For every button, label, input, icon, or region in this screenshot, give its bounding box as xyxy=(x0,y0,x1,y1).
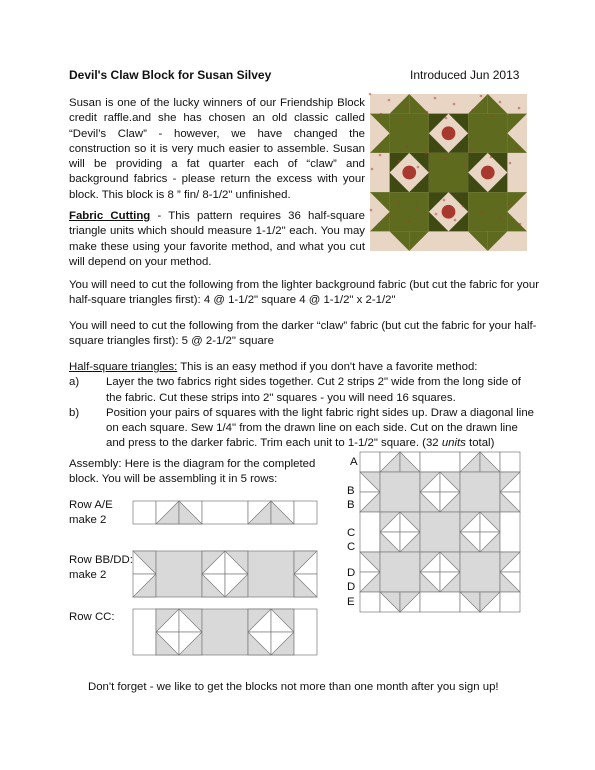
photo-fabric-dot xyxy=(417,166,420,169)
diagram-letter-d: D xyxy=(347,581,356,593)
photo-fabric-dot xyxy=(454,219,457,222)
diagram-letter-c: C xyxy=(347,527,356,539)
photo-fabric-dot xyxy=(508,203,511,206)
photo-fabric-dot xyxy=(490,156,493,159)
photo-fabric-dot xyxy=(499,101,502,104)
step-text-tail: total) xyxy=(465,437,495,450)
row-label-line2: make 2 xyxy=(69,569,107,582)
diagram-letter-c: C xyxy=(347,541,356,553)
photo-fabric-dot xyxy=(445,117,448,120)
step-text: Position your pairs of squares with the light fabric right sides up. Draw a diagonal line on each square. Sew 1/4" from the drawn line on each side. Cut on the drawn line and press to the darker fabric. Trim each unit to 1-1/2" square. (32 xyxy=(106,406,535,450)
photo-fabric-dot xyxy=(407,105,410,108)
fabric-square xyxy=(360,452,380,472)
photo-claw-square xyxy=(390,192,429,231)
photo-fabric-dot xyxy=(426,111,429,114)
diagram-letter-a: A xyxy=(350,456,358,468)
fabric-square xyxy=(156,551,202,597)
quilt-block-photo xyxy=(370,94,527,251)
step-text-italic: units xyxy=(441,437,466,450)
photo-claw-square xyxy=(429,153,468,192)
diagram-letter-b: B xyxy=(347,485,355,497)
footer-note: Don't forget - we like to get the blocks not more than one month after you sign up! xyxy=(88,681,499,693)
photo-fabric-dot xyxy=(471,150,474,153)
row-bbdd-label xyxy=(69,553,133,584)
row-label-line1: Row CC: xyxy=(69,611,115,623)
photo-fabric-dot xyxy=(434,97,437,100)
photo-fabric-dot xyxy=(509,162,512,165)
photo-fabric-dot xyxy=(388,99,391,102)
row-ae-diagram xyxy=(133,501,323,526)
completed-block-diagram xyxy=(360,452,525,617)
photo-fabric-dot xyxy=(408,221,411,224)
photo-fabric-dot xyxy=(482,170,485,173)
photo-fabric-dot xyxy=(371,168,374,171)
diagram-letter-b: B xyxy=(347,499,355,511)
fabric-square xyxy=(248,551,294,597)
fabric-square xyxy=(380,472,420,512)
fabric-square xyxy=(460,552,500,592)
fabric-square xyxy=(460,472,500,512)
photo-flower-motif xyxy=(481,166,495,180)
hst-section xyxy=(69,360,539,452)
photo-fabric-dot xyxy=(517,148,520,151)
row-label-line1: Row BB/DD: xyxy=(69,554,133,566)
photo-fabric-dot xyxy=(453,103,456,106)
diagram-letter-d: D xyxy=(347,567,356,579)
photo-fabric-dot xyxy=(472,109,475,112)
photo-fabric-dot xyxy=(518,107,521,110)
photo-fabric-dot xyxy=(463,164,466,167)
photo-fabric-dot xyxy=(416,207,419,210)
fabric-square xyxy=(133,609,156,655)
row-label-line1: Row A/E xyxy=(69,499,113,511)
fabric-cutting-heading: Fabric Cutting xyxy=(69,210,151,222)
photo-fabric-dot xyxy=(397,201,400,204)
intro-paragraph: Susan is one of the lucky winners of our Friendship Block credit raffle.and she has chosen an old classic called “Devil’s Claw” - however, we have changed the construction so it is very much easier to assemble. Susan will be providing a fat quarter each of “claw” and background fabrics - please return the excess with your block. This block is 8 ” fin/ 8-1/2" unfinished. xyxy=(69,97,365,201)
hst-intro xyxy=(69,360,539,375)
photo-flower-motif xyxy=(442,126,456,140)
photo-fabric-dot xyxy=(500,217,503,220)
step-label: b) xyxy=(69,406,80,419)
photo-fabric-dot xyxy=(480,95,483,98)
hst-heading: Half-square triangles: xyxy=(69,361,178,373)
photo-fabric-dot xyxy=(379,154,382,157)
fabric-square xyxy=(420,512,460,552)
fabric-square xyxy=(294,501,317,524)
hst-step-a xyxy=(69,375,539,406)
fabric-cutting-text: - This pattern requires 36 half-square triangle units which should measure 1-1/2" each. You may make these using your favorite method, and what you cut will depend on your method. xyxy=(69,210,365,268)
photo-claw-square xyxy=(390,114,429,153)
fabric-square xyxy=(380,552,420,592)
hst-step-b xyxy=(69,406,539,452)
diagram-letter-e: E xyxy=(347,596,355,608)
fabric-square xyxy=(420,592,460,612)
photo-fabric-dot xyxy=(481,211,484,214)
fabric-cutting-paragraph xyxy=(69,209,365,270)
photo-fabric-dot xyxy=(389,215,392,218)
hst-intro-text: This is an easy method if you don't have a favorite method: xyxy=(177,361,478,373)
fabric-square xyxy=(500,512,520,552)
row-cc-label xyxy=(69,610,115,625)
photo-fabric-dot xyxy=(462,205,465,208)
fabric-square xyxy=(500,592,520,612)
photo-flower-motif xyxy=(402,166,416,180)
step-label: a) xyxy=(69,376,80,389)
row-label-line2: make 2 xyxy=(69,514,107,527)
introduced-date: Introduced Jun 2013 xyxy=(410,68,520,82)
photo-fabric-dot xyxy=(443,199,446,202)
row-ae-label xyxy=(69,498,113,529)
photo-fabric-dot xyxy=(370,209,373,212)
fabric-square xyxy=(202,501,248,524)
fabric-square xyxy=(360,512,380,552)
light-fabric-paragraph: You will need to cut the following from the lighter background fabric (but cut the fabric for your half-square triangles first): 4 @ 1-1/2" square 4 @ 1-1/2" x 2-1/2" xyxy=(69,279,540,307)
photo-flower-motif xyxy=(442,205,456,219)
dark-fabric-paragraph: You will need to cut the following from the darker “claw” fabric (but cut the fabric for your half-square triangles first): 5 @ 2-1/2" square xyxy=(69,320,537,348)
photo-fabric-dot xyxy=(406,146,409,149)
row-cc-diagram xyxy=(133,609,323,657)
fabric-square xyxy=(420,452,460,472)
page-title: Devil's Claw Block for Susan Silvey xyxy=(69,68,272,82)
photo-fabric-dot xyxy=(399,119,402,122)
photo-fabric-dot xyxy=(425,152,428,155)
fabric-square xyxy=(202,609,248,655)
photo-fabric-dot xyxy=(398,160,401,163)
fabric-square xyxy=(500,452,520,472)
photo-fabric-dot xyxy=(369,93,372,96)
photo-claw-square xyxy=(468,192,507,231)
row-bbdd-diagram xyxy=(133,551,323,599)
photo-fabric-dot xyxy=(444,158,447,161)
photo-fabric-dot xyxy=(435,213,438,216)
fabric-square xyxy=(294,609,317,655)
photo-fabric-dot xyxy=(519,223,522,226)
photo-fabric-dot xyxy=(491,115,494,118)
photo-claw-square xyxy=(468,114,507,153)
fabric-square xyxy=(133,501,156,524)
photo-fabric-dot xyxy=(380,113,383,116)
step-text: Layer the two fabrics right sides together. Cut 2 strips 2" wide from the long side of the fabric. Cut these strips into 2" squares - you will need 16 squares. xyxy=(106,376,521,404)
assembly-text: Assembly: Here is the diagram for the completed block. You will be assembling it in 5 rows: xyxy=(69,458,316,486)
fabric-square xyxy=(360,592,380,612)
